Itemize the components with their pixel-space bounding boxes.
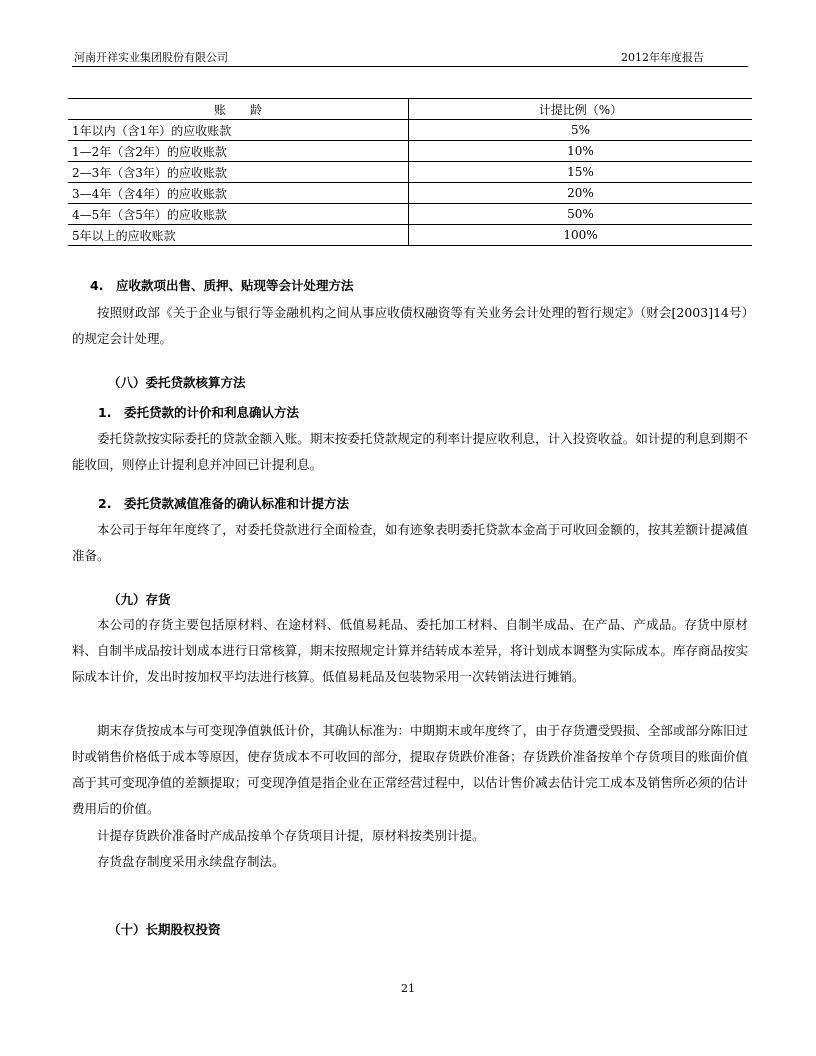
section-9-paragraph-4: 存货盘存制度采用永续盘存制法。 [97,854,285,869]
ratio-cell: 100% [409,225,753,246]
ratio-cell: 10% [409,141,753,162]
ratio-cell: 50% [409,204,753,225]
page-header [72,50,748,67]
section-4-heading: 4. 应收款项出售、质押、贴现等会计处理方法 [90,278,354,293]
section-9-paragraph-2: 期末存货按成本与可变现净值孰低计价，其确认标准为：中期期末或年度终了，由于存货遭受毁损、全部或部分陈旧过时或销售价格低于成本等原因，使存货成本不可收回的部分，提取存货跌价准备；存货跌价准备按单个存货项目的账面价值高于其可变现净值的差额提取；可变现净值是指企业在正常经营过程中，以估计售价减去估计完工成本及销售所必须的估计费用后的价值。 [72,723,748,816]
report-title: 2012年年度报告 [621,51,704,64]
aging-cell: 1年以内（含1年）的应收账款 [68,120,409,141]
table-row [68,183,752,204]
aging-ratio-table [68,98,752,246]
table-row [68,204,752,225]
aging-cell: 2—3年（含3年）的应收账款 [68,162,409,183]
ratio-cell: 5% [409,120,753,141]
aging-cell: 1—2年（含2年）的应收账款 [68,141,409,162]
section-9-paragraph-3: 计提存货跌价准备时产成品按单个存货项目计提，原材料按类别计提。 [97,828,485,843]
column-header-aging: 账 龄 [68,99,409,120]
column-header-ratio: 计提比例（%） [538,102,623,117]
section-10-heading: （十）长期股权投资 [108,922,221,937]
ratio-cell: 15% [409,162,753,183]
section-9-paragraph-1: 本公司的存货主要包括原材料、在途材料、低值易耗品、委托加工材料、自制半成品、在产品、产成品。存货中原材料、自制半成品按计划成本进行日常核算，期末按照规定计算并结转成本差异，将计划成本调整为实际成本。库存商品按实际成本计价，发出时按加权平均法进行核算。低值易耗品及包装物采用一次转销法进行摊销。 [72,617,748,684]
section-8-heading: （八）委托贷款核算方法 [108,375,246,390]
aging-cell: 3—4年（含4年）的应收账款 [68,183,409,204]
page-number: 21 [401,982,415,995]
aging-cell: 4—5年（含5年）的应收账款 [68,204,409,225]
ratio-cell: 20% [409,183,753,204]
table-row [68,225,752,246]
section-8-1-paragraph: 委托贷款按实际委托的贷款金额入账。期末按委托贷款规定的利率计提应收利息，计入投资收益。如计提的利息到期不能收回，则停止计提利息并冲回已计提利息。 [72,431,748,472]
section-8-2-paragraph: 本公司于每年年度终了，对委托贷款进行全面检查，如有迹象表明委托贷款本金高于可收回金额的，按其差额计提减值准备。 [72,522,748,563]
section-8-2-heading: 2. 委托贷款减值准备的确认标准和计提方法 [98,496,349,511]
table-header-row [68,99,752,120]
section-9-heading: （九）存货 [108,592,171,607]
table-row [68,141,752,162]
company-name: 河南开祥实业集团股份有限公司 [74,51,228,64]
section-8-1-heading: 1. 委托贷款的计价和利息确认方法 [98,405,299,420]
table-row [68,162,752,183]
aging-cell: 5年以上的应收账款 [68,225,409,246]
table-row [68,120,752,141]
section-4-paragraph: 按照财政部《关于企业与银行等金融机构之间从事应收债权融资等有关业务会计处理的暂行规定》（财会[2003]14号）的规定会计处理。 [72,305,748,346]
